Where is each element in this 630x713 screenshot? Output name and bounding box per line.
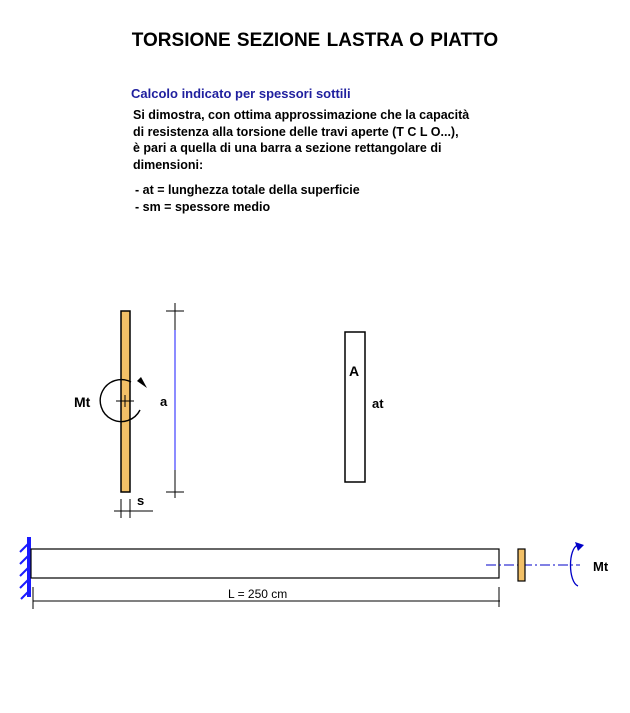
area-label: A bbox=[349, 363, 360, 379]
description-line-4: dimensioni: bbox=[133, 158, 204, 172]
section-torque-arrowhead bbox=[137, 377, 147, 388]
equivalent-rectangle bbox=[345, 332, 384, 482]
description-line-1: Si dimostra, con ottima approssimazione che la capacità bbox=[133, 108, 470, 122]
page-title: TORSIONE SEZIONE LASTRA O PIATTO bbox=[131, 30, 499, 51]
thickness-dimension bbox=[114, 493, 153, 518]
beam-torque-label: Mt bbox=[593, 559, 609, 574]
equivalent-rectangle-shape bbox=[345, 332, 365, 482]
description-line-2: di resistenza alla torsione delle travi aperte (T C L O...), bbox=[133, 125, 459, 139]
bullet-average-thickness: - sm = spessore medio bbox=[135, 200, 271, 214]
thickness-label: s bbox=[137, 493, 145, 508]
height-label: a bbox=[160, 394, 168, 409]
bullet-total-length: - at = lunghezza totale della superficie bbox=[135, 183, 360, 197]
beam-end-section bbox=[518, 549, 525, 581]
subtitle: Calcolo indicato per spessori sottili bbox=[131, 86, 351, 101]
beam-body bbox=[31, 549, 499, 578]
height-dimension bbox=[160, 303, 184, 498]
total-length-label: at bbox=[372, 396, 384, 411]
section-torque-label: Mt bbox=[74, 394, 91, 410]
cantilever-beam bbox=[20, 537, 609, 609]
plate-section bbox=[74, 311, 147, 492]
description-line-3: è pari a quella di una barra a sezione rettangolare di bbox=[133, 141, 442, 155]
length-label: L = 250 cm bbox=[228, 587, 288, 601]
